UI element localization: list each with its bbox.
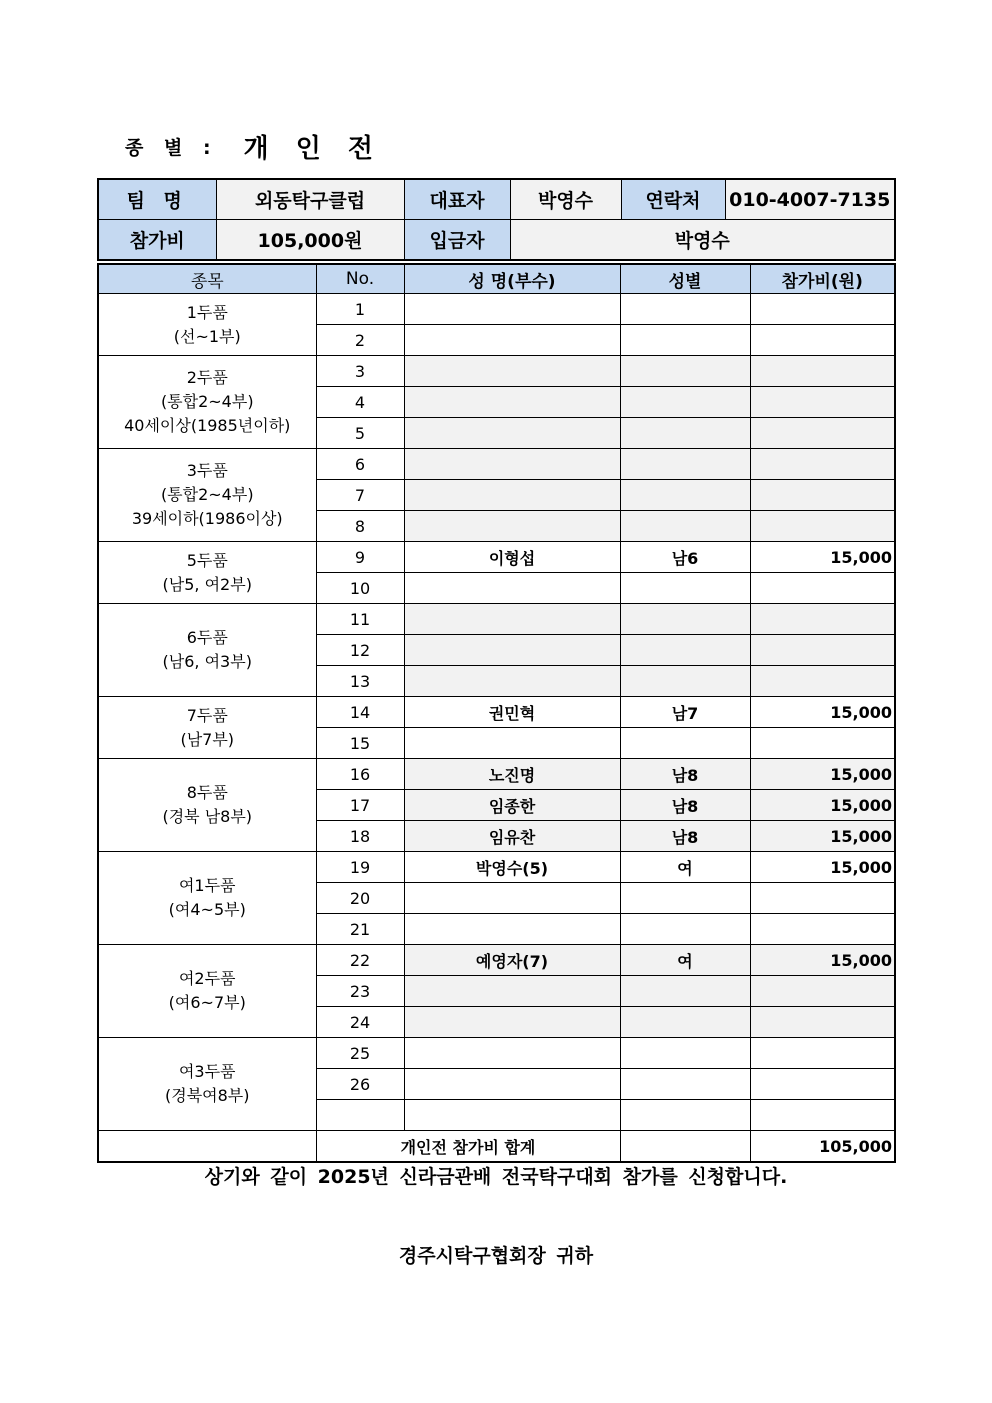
entry-gender	[620, 666, 750, 697]
entry-fee: 15,000	[750, 697, 895, 728]
entry-no	[316, 1100, 404, 1131]
category-line: (통합2~4부)	[160, 485, 254, 504]
entry-gender	[620, 325, 750, 356]
entry-name	[404, 294, 620, 325]
entry-fee: 15,000	[750, 790, 895, 821]
entry-name: 임종한	[404, 790, 620, 821]
category-cell	[98, 542, 316, 604]
entry-name	[404, 914, 620, 945]
entry-gender	[620, 480, 750, 511]
entry-name	[404, 356, 620, 387]
entry-no: 20	[316, 883, 404, 914]
entry-name	[404, 511, 620, 542]
table-row	[98, 294, 895, 325]
entry-name	[404, 635, 620, 666]
entry-no: 26	[316, 1069, 404, 1100]
entry-fee	[750, 325, 895, 356]
category-cell	[98, 852, 316, 945]
entry-gender	[620, 1100, 750, 1131]
entry-name	[404, 1100, 620, 1131]
category-line: 여1두품	[178, 876, 236, 895]
entry-fee: 15,000	[750, 542, 895, 573]
rep-label: 대표자	[404, 179, 510, 220]
fee-value: 105,000원	[216, 220, 404, 261]
entry-name: 권민혁	[404, 697, 620, 728]
category-cell	[98, 759, 316, 852]
category-line: 8두품	[186, 783, 228, 802]
team-info-table	[97, 178, 896, 261]
event-type-row	[125, 128, 382, 164]
entry-gender	[620, 573, 750, 604]
entry-name	[404, 1038, 620, 1069]
entry-table	[97, 263, 896, 1163]
entry-no: 21	[316, 914, 404, 945]
entry-fee: 15,000	[750, 759, 895, 790]
table-row	[98, 759, 895, 790]
category-line: (남6, 여3부)	[162, 652, 252, 671]
col-header-category: 종목	[98, 264, 316, 294]
category-cell	[98, 697, 316, 759]
entry-gender	[620, 1007, 750, 1038]
entry-name: 박영수(5)	[404, 852, 620, 883]
entry-gender	[620, 418, 750, 449]
entry-name	[404, 480, 620, 511]
entry-no: 22	[316, 945, 404, 976]
total-row	[98, 1131, 895, 1163]
entry-fee	[750, 294, 895, 325]
category-line: (선~1부)	[173, 326, 241, 346]
entry-gender	[620, 635, 750, 666]
entry-fee	[750, 728, 895, 759]
entry-table-header	[98, 264, 895, 294]
entry-gender	[620, 728, 750, 759]
entry-fee	[750, 635, 895, 666]
entry-no: 11	[316, 604, 404, 635]
total-blank-cell	[98, 1131, 316, 1163]
entry-no: 18	[316, 821, 404, 852]
entry-gender	[620, 387, 750, 418]
entry-gender	[620, 604, 750, 635]
entry-fee	[750, 604, 895, 635]
entry-gender	[620, 883, 750, 914]
contact-label: 연락처	[621, 179, 725, 220]
category-cell	[98, 1038, 316, 1131]
category-line: 2두품	[186, 368, 228, 387]
category-cell	[98, 945, 316, 1038]
entry-no: 12	[316, 635, 404, 666]
entry-gender: 여	[620, 945, 750, 976]
entry-no: 25	[316, 1038, 404, 1069]
entry-name: 이형섭	[404, 542, 620, 573]
entry-gender	[620, 914, 750, 945]
team-label: 팀 명	[98, 179, 216, 220]
entry-fee: 15,000	[750, 945, 895, 976]
col-header-fee: 참가비(원)	[750, 264, 895, 294]
total-blank-gender	[620, 1131, 750, 1163]
entry-name: 임유찬	[404, 821, 620, 852]
table-row	[98, 542, 895, 573]
category-line: (남7부)	[180, 729, 235, 749]
category-line: 여2두품	[178, 969, 236, 988]
entry-name	[404, 1069, 620, 1100]
table-row	[98, 1038, 895, 1069]
entry-fee: 15,000	[750, 852, 895, 883]
col-header-gender: 성별	[620, 264, 750, 294]
entry-no: 17	[316, 790, 404, 821]
table-row	[98, 852, 895, 883]
depositor-value: 박영수	[510, 220, 895, 261]
entry-name	[404, 883, 620, 914]
entry-name	[404, 449, 620, 480]
event-type-label: 종 별 :	[125, 136, 218, 159]
entry-name	[404, 976, 620, 1007]
entry-gender: 남7	[620, 697, 750, 728]
category-line: 여3두품	[178, 1062, 236, 1081]
entry-fee: 15,000	[750, 821, 895, 852]
entry-name	[404, 387, 620, 418]
category-cell	[98, 604, 316, 697]
entry-name: 노진명	[404, 759, 620, 790]
entry-gender: 남6	[620, 542, 750, 573]
entry-no: 4	[316, 387, 404, 418]
category-line: 40세이상(1985년이하)	[124, 416, 291, 435]
category-line: (경북 남8부)	[162, 807, 253, 826]
category-line: 39세이하(1986이상)	[131, 509, 283, 528]
entry-no: 6	[316, 449, 404, 480]
entry-gender	[620, 449, 750, 480]
entry-name: 예영자(7)	[404, 945, 620, 976]
entry-fee	[750, 573, 895, 604]
category-line: 6두품	[186, 628, 228, 647]
category-line: (통합2~4부)	[160, 392, 254, 411]
entry-gender	[620, 356, 750, 387]
entry-name	[404, 573, 620, 604]
entry-fee	[750, 914, 895, 945]
entry-no: 14	[316, 697, 404, 728]
table-row	[98, 945, 895, 976]
entry-no: 5	[316, 418, 404, 449]
entry-fee	[750, 511, 895, 542]
event-type-value: 개 인 전	[243, 133, 382, 164]
application-statement: 상기와 같이 2025년 신라금관배 전국탁구대회 참가를 신청합니다.	[204, 1166, 788, 1188]
entry-no: 2	[316, 325, 404, 356]
recipient-line: 경주시탁구협회장 귀하	[398, 1245, 594, 1267]
entry-name	[404, 418, 620, 449]
entry-name	[404, 604, 620, 635]
category-line: 7두품	[186, 705, 228, 725]
entry-gender	[620, 511, 750, 542]
entry-no: 7	[316, 480, 404, 511]
category-cell	[98, 294, 316, 356]
entry-name	[404, 325, 620, 356]
category-cell	[98, 356, 316, 449]
entry-fee	[750, 1007, 895, 1038]
entry-fee	[750, 883, 895, 914]
table-row	[98, 697, 895, 728]
table-row	[98, 604, 895, 635]
entry-no: 15	[316, 728, 404, 759]
entry-gender: 남8	[620, 759, 750, 790]
entry-no: 3	[316, 356, 404, 387]
entry-name	[404, 1007, 620, 1038]
entry-no: 9	[316, 542, 404, 573]
entry-fee	[750, 1038, 895, 1069]
entry-gender	[620, 976, 750, 1007]
category-line: (여6~7부)	[168, 993, 246, 1012]
entry-no: 19	[316, 852, 404, 883]
entry-name	[404, 728, 620, 759]
entry-gender	[620, 294, 750, 325]
entry-fee	[750, 356, 895, 387]
entry-no: 8	[316, 511, 404, 542]
depositor-label: 입금자	[404, 220, 510, 261]
total-value: 105,000	[750, 1131, 895, 1163]
category-line: 1두품	[186, 302, 228, 322]
entry-fee	[750, 387, 895, 418]
table-row	[98, 449, 895, 480]
entry-fee	[750, 976, 895, 1007]
entry-gender: 남8	[620, 790, 750, 821]
rep-value: 박영수	[510, 179, 621, 220]
entry-gender: 남8	[620, 821, 750, 852]
category-line: 5두품	[186, 550, 228, 570]
entry-name	[404, 666, 620, 697]
col-header-name: 성 명(부수)	[404, 264, 620, 294]
total-label: 개인전 참가비 합계	[316, 1131, 620, 1163]
entry-table-body	[98, 294, 895, 1131]
entry-no: 1	[316, 294, 404, 325]
category-line: (경북여8부)	[165, 1086, 250, 1105]
entry-fee	[750, 418, 895, 449]
entry-no: 16	[316, 759, 404, 790]
entry-fee	[750, 1069, 895, 1100]
fee-label: 참가비	[98, 220, 216, 261]
contact-value: 010-4007-7135	[725, 179, 895, 220]
entry-gender	[620, 1069, 750, 1100]
category-line: (남5, 여2부)	[162, 574, 252, 594]
category-line: (여4~5부)	[168, 900, 246, 919]
team-value: 외동탁구클럽	[216, 179, 404, 220]
entry-no: 13	[316, 666, 404, 697]
entry-no: 23	[316, 976, 404, 1007]
category-line: 3두품	[186, 461, 228, 480]
entry-no: 10	[316, 573, 404, 604]
entry-gender	[620, 1038, 750, 1069]
entry-fee	[750, 1100, 895, 1131]
entry-fee	[750, 666, 895, 697]
entry-no: 24	[316, 1007, 404, 1038]
category-cell	[98, 449, 316, 542]
entry-fee	[750, 449, 895, 480]
col-header-no: No.	[316, 264, 404, 294]
table-row	[98, 356, 895, 387]
entry-fee	[750, 480, 895, 511]
entry-gender: 여	[620, 852, 750, 883]
